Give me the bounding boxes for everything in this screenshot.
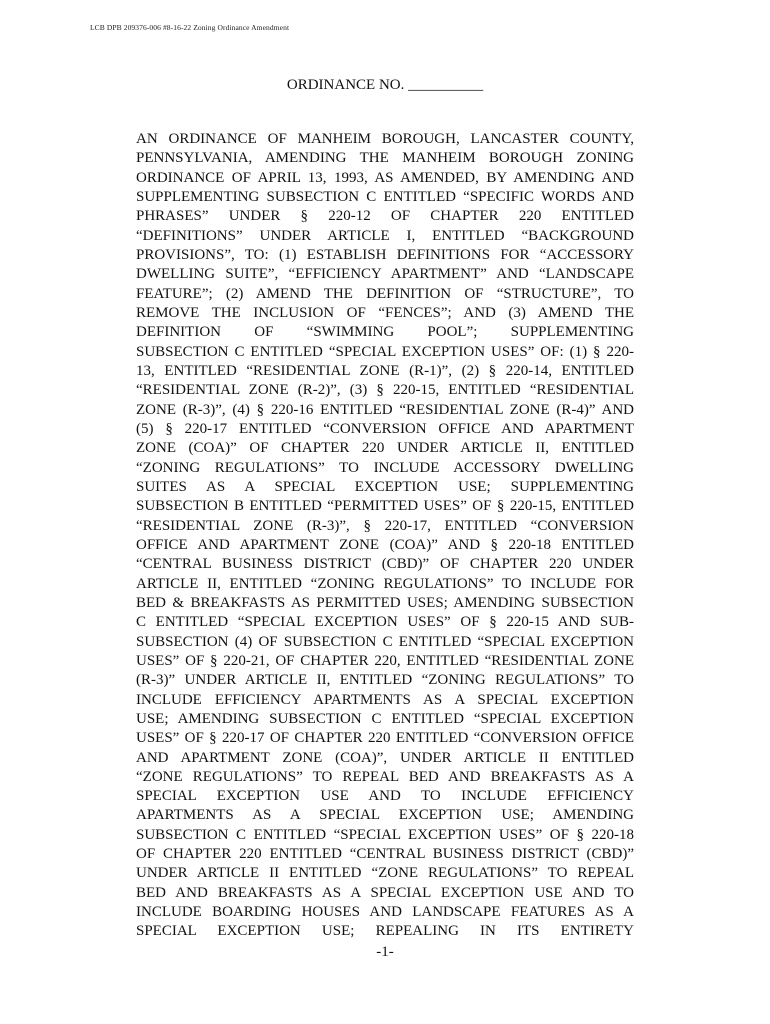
body-line: ZONE (R-3)”, (4) § 220-16 ENTITLED “RESIDENTIAL ZONE (R-4)” AND — [136, 401, 634, 418]
body-line: SUBSECTION (4) OF SUBSECTION C ENTITLED “SPECIAL EXCEPTION — [136, 633, 634, 650]
body-line: SUPPLEMENTING SUBSECTION C ENTITLED “SPECIFIC WORDS AND — [136, 188, 634, 205]
document-header-note: LCB DPB 209376-006 #8-16-22 Zoning Ordinance Amendment — [90, 23, 290, 32]
body-line: DEFINITION OF “SWIMMING POOL”; SUPPLEMENTING — [136, 324, 634, 341]
body-line: BED AND BREAKFASTS AS A SPECIAL EXCEPTION USE AND TO — [136, 884, 634, 901]
body-line: AN ORDINANCE OF MANHEIM BOROUGH, LANCASTER COUNTY, — [136, 131, 634, 147]
body-line: “RESIDENTIAL ZONE (R-3)”, § 220-17, ENTITLED “CONVERSION — [136, 517, 634, 534]
body-line: C ENTITLED “SPECIAL EXCEPTION USES” OF § 220-15 AND SUB- — [136, 614, 634, 631]
body-line: (R-3)” UNDER ARTICLE II, ENTITLED “ZONING REGULATIONS” TO — [136, 672, 634, 689]
body-line: 13, ENTITLED “RESIDENTIAL ZONE (R-1)”, (2) § 220-14, ENTITLED — [136, 362, 634, 379]
ordinance-body — [136, 130, 634, 942]
body-line: “RESIDENTIAL ZONE (R-2)”, (3) § 220-15, ENTITLED “RESIDENTIAL — [136, 382, 634, 399]
body-line: SPECIAL EXCEPTION USE; REPEALING IN ITS ENTIRETY — [136, 923, 634, 940]
page-number: -1- — [376, 944, 394, 960]
body-line: ORDINANCE OF APRIL 13, 1993, AS AMENDED, BY AMENDING AND — [136, 169, 634, 186]
body-line: INCLUDE EFFICIENCY APARTMENTS AS A SPECIAL EXCEPTION — [136, 691, 634, 708]
body-line: SUBSECTION B ENTITLED “PERMITTED USES” OF § 220-15, ENTITLED — [136, 498, 634, 515]
body-line: AND APARTMENT ZONE (COA)”, UNDER ARTICLE II ENTITLED — [136, 749, 634, 766]
body-line: OF CHAPTER 220 ENTITLED “CENTRAL BUSINESS DISTRICT (CBD)” — [136, 846, 634, 863]
body-line: USE; AMENDING SUBSECTION C ENTITLED “SPECIAL EXCEPTION — [136, 710, 634, 727]
body-line: PENNSYLVANIA, AMENDING THE MANHEIM BOROUGH ZONING — [136, 150, 634, 167]
body-line: UNDER ARTICLE II ENTITLED “ZONE REGULATIONS” TO REPEAL — [136, 865, 634, 882]
body-line: ZONE (COA)” OF CHAPTER 220 UNDER ARTICLE II, ENTITLED — [136, 440, 634, 457]
body-line: BED & BREAKFASTS AS PERMITTED USES; AMENDING SUBSECTION — [136, 594, 634, 611]
body-line: DWELLING SUITE”, “EFFICIENCY APARTMENT” AND “LANDSCAPE — [136, 266, 634, 283]
body-line: USES” OF § 220-21, OF CHAPTER 220, ENTITLED “RESIDENTIAL ZONE — [136, 652, 634, 669]
body-line: PROVISIONS”, TO: (1) ESTABLISH DEFINITIONS FOR “ACCESSORY — [136, 246, 634, 263]
body-line: OFFICE AND APARTMENT ZONE (COA)” AND § 220-18 ENTITLED — [136, 536, 634, 553]
body-line: (5) § 220-17 ENTITLED “CONVERSION OFFICE AND APARTMENT — [136, 420, 634, 437]
ordinance-title: ORDINANCE NO. __________ — [286, 77, 484, 93]
body-line: ARTICLE II, ENTITLED “ZONING REGULATIONS” TO INCLUDE FOR — [136, 575, 634, 592]
body-line: SUBSECTION C ENTITLED “SPECIAL EXCEPTION USES” OF § 220-18 — [136, 826, 634, 843]
body-line: APARTMENTS AS A SPECIAL EXCEPTION USE; AMENDING — [136, 807, 634, 824]
body-line: SPECIAL EXCEPTION USE AND TO INCLUDE EFFICIENCY — [136, 788, 634, 805]
body-line: REMOVE THE INCLUSION OF “FENCES”; AND (3) AMEND THE — [136, 304, 634, 321]
body-line: USES” OF § 220-17 OF CHAPTER 220 ENTITLED “CONVERSION OFFICE — [136, 730, 634, 747]
body-line: SUITES AS A SPECIAL EXCEPTION USE; SUPPLEMENTING — [136, 478, 634, 495]
body-line: SUBSECTION C ENTITLED “SPECIAL EXCEPTION USES” OF: (1) § 220- — [136, 343, 634, 360]
body-line: “DEFINITIONS” UNDER ARTICLE I, ENTITLED “BACKGROUND — [136, 227, 634, 244]
body-line: “CENTRAL BUSINESS DISTRICT (CBD)” OF CHAPTER 220 UNDER — [136, 556, 634, 573]
body-line: FEATURE”; (2) AMEND THE DEFINITION OF “STRUCTURE”, TO — [136, 285, 634, 302]
body-line: PHRASES” UNDER § 220-12 OF CHAPTER 220 ENTITLED — [136, 208, 634, 225]
body-line: “ZONING REGULATIONS” TO INCLUDE ACCESSORY DWELLING — [136, 459, 634, 476]
body-line: INCLUDE BOARDING HOUSES AND LANDSCAPE FEATURES AS A — [136, 904, 634, 921]
body-line: “ZONE REGULATIONS” TO REPEAL BED AND BREAKFASTS AS A — [136, 768, 634, 785]
